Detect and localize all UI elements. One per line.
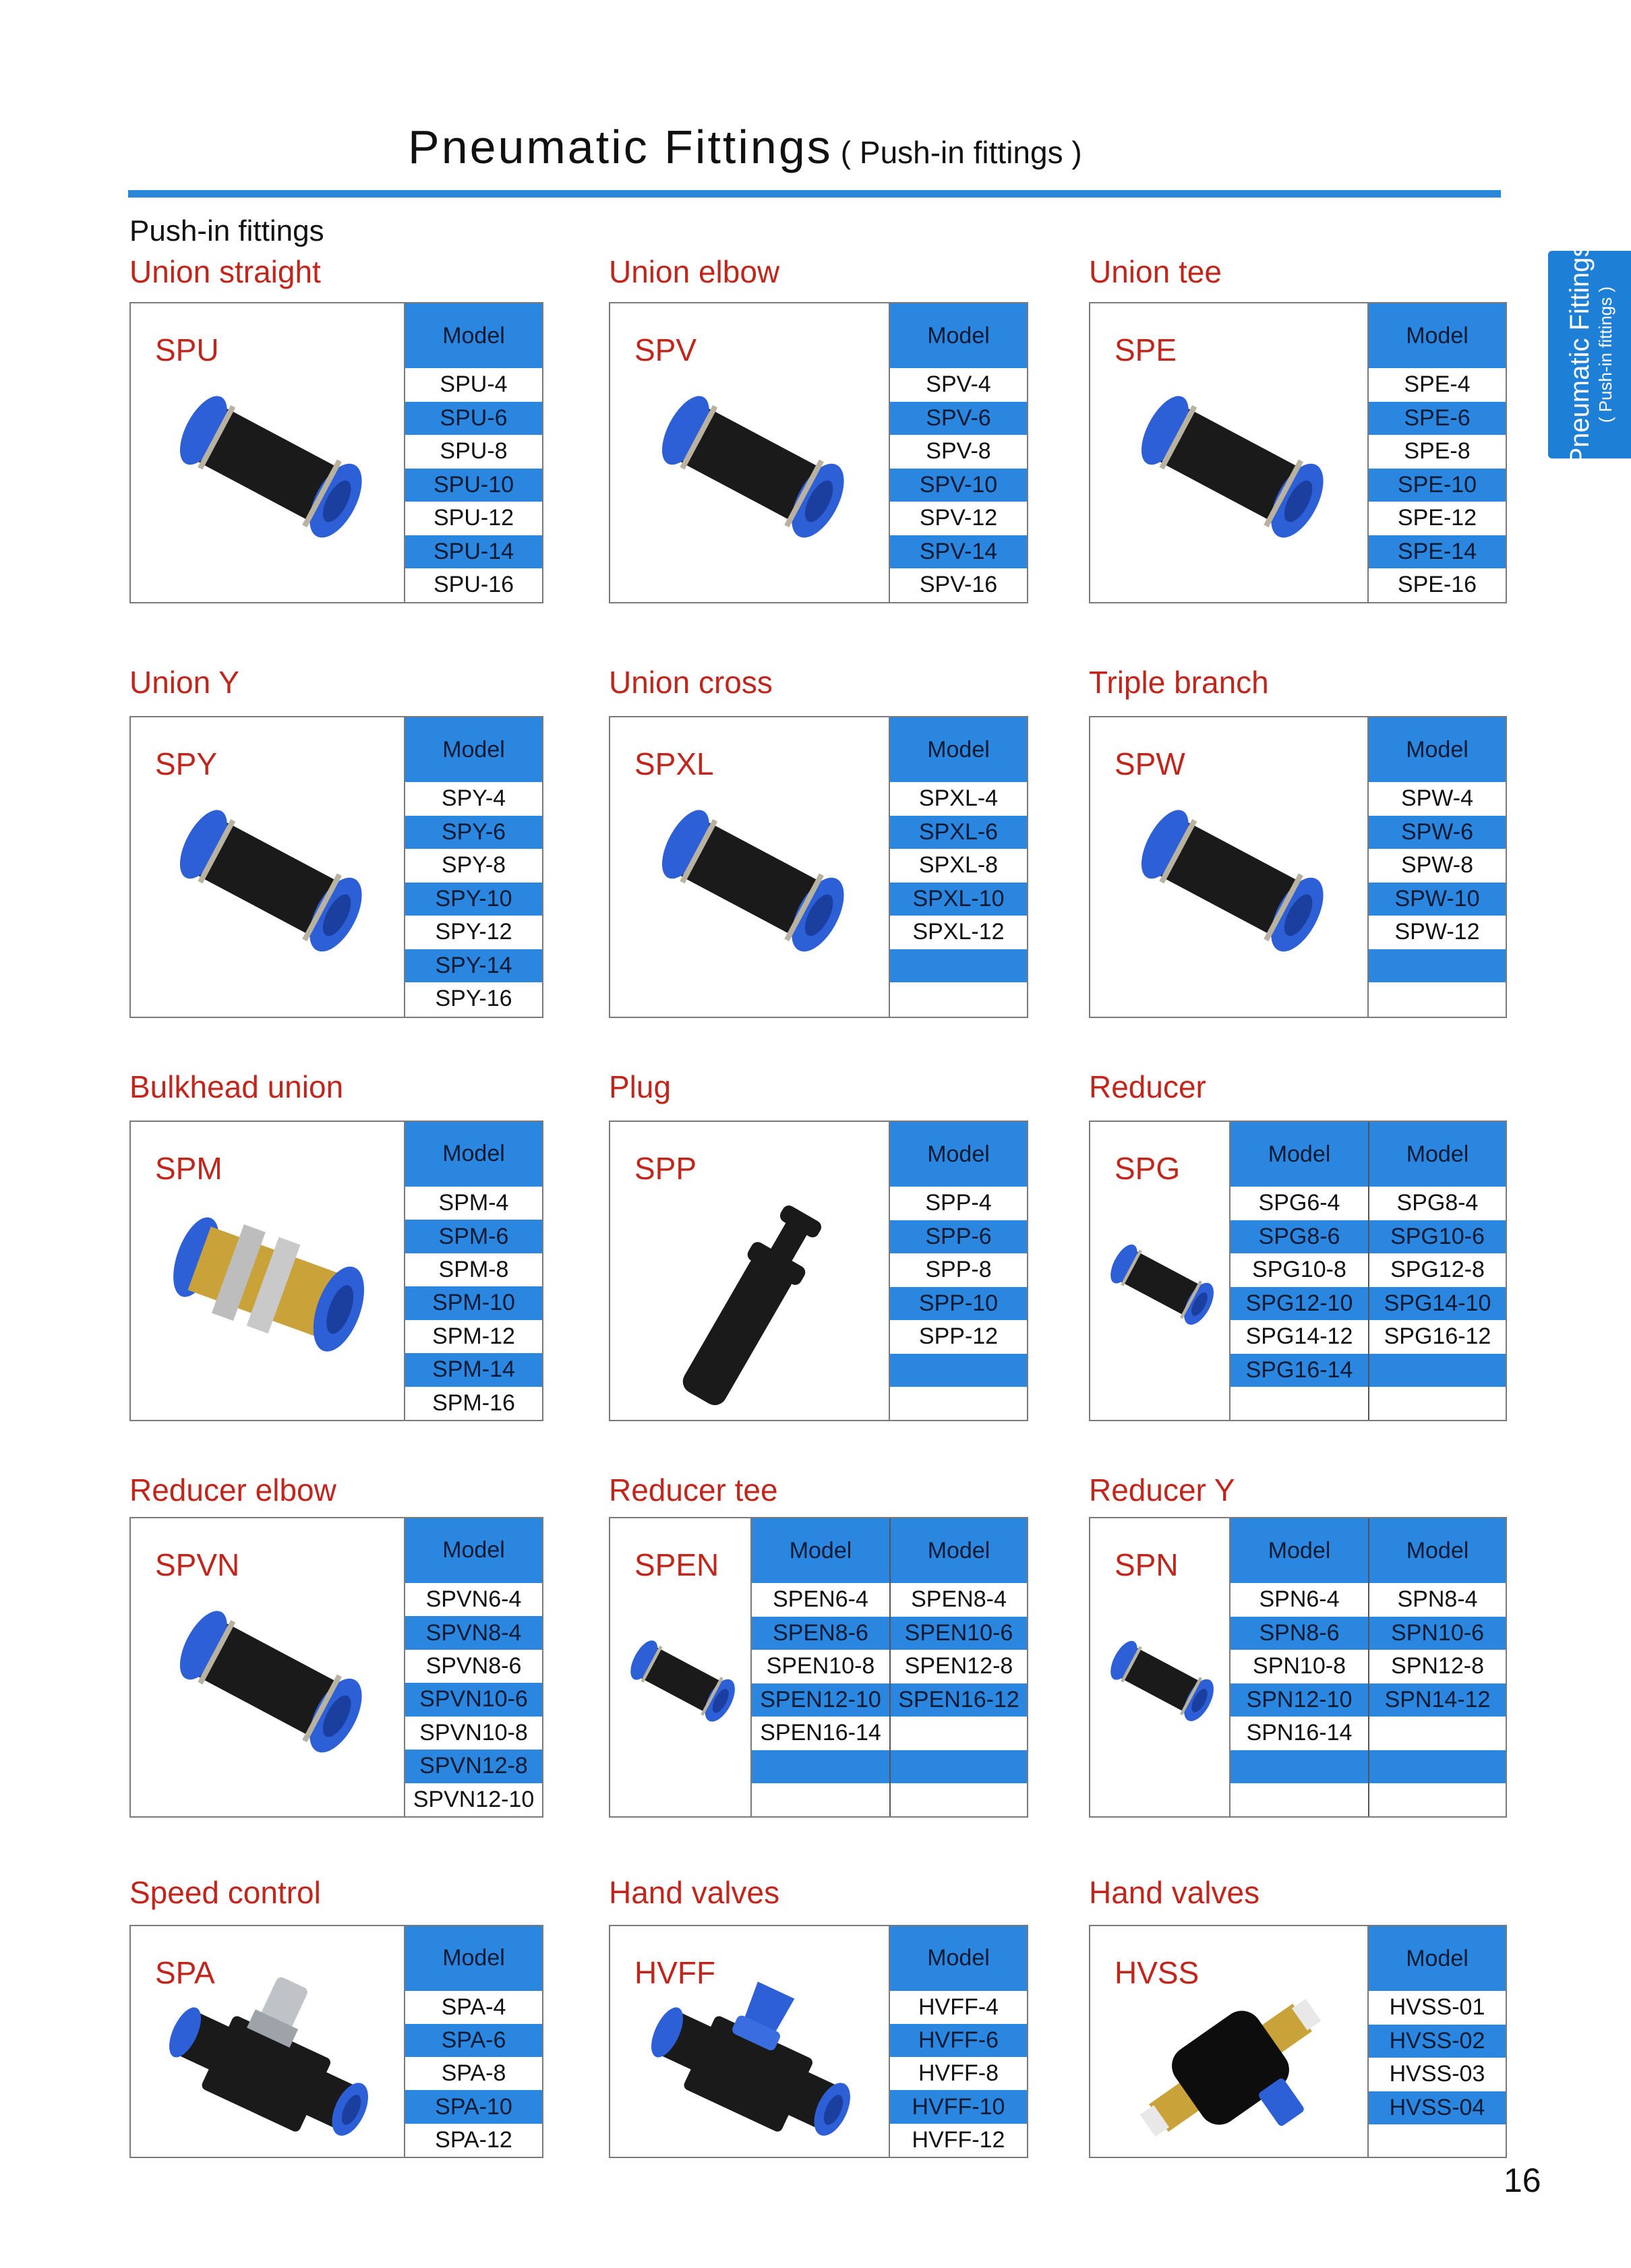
model-cell [1369, 1354, 1506, 1387]
model-cell: SPV-12 [919, 505, 998, 531]
table-empty-space [890, 602, 1027, 603]
product-code: SPE [1115, 332, 1177, 367]
model-cell: SPY-10 [405, 883, 542, 916]
model-cell: SPW-4 [1400, 785, 1474, 812]
product-panel [129, 1517, 543, 1818]
table-empty-space [1369, 602, 1506, 603]
model-cell: SPG8-4 [1396, 1190, 1479, 1216]
model-cell: SPU-4 [440, 371, 508, 398]
model-column-header: Model [405, 1518, 542, 1583]
model-table [404, 717, 542, 1017]
product-panel [129, 1121, 543, 1421]
model-column-header: Model [890, 717, 1027, 782]
product-code: SPU [155, 332, 219, 367]
model-cell [891, 1750, 1027, 1784]
category-label: Hand valves [1089, 1875, 1260, 1910]
model-column-header: Model [1369, 717, 1506, 782]
model-cell: SPG10-6 [1369, 1220, 1506, 1254]
model-table [1367, 1926, 1506, 2157]
product-panel [609, 1925, 1028, 2158]
model-cell: SPM-12 [432, 1323, 515, 1349]
table-empty-space [405, 1016, 542, 1017]
table-empty-space [1369, 1783, 1506, 1816]
product-panel [609, 1517, 1028, 1818]
model-cell: SPM-16 [432, 1390, 515, 1416]
product-code: SPM [155, 1151, 223, 1186]
table-empty-space [891, 1783, 1027, 1816]
product-code: SPN [1115, 1547, 1179, 1582]
model-cell: SPY-6 [405, 816, 542, 849]
model-column-header: Model [890, 1122, 1027, 1187]
hand-valve-hvff-image [624, 1967, 878, 2169]
model-table [404, 1518, 542, 1816]
model-cell: SPV-8 [926, 438, 991, 465]
model-cell: SPY-4 [441, 785, 506, 812]
category-label: Speed control [129, 1875, 321, 1910]
side-tab-title: Pneumatic Fittings [1564, 243, 1595, 466]
table-empty-space [890, 1387, 1027, 1420]
product-code: SPEN [634, 1547, 719, 1582]
model-cell: SPG16-12 [1384, 1323, 1491, 1350]
model-cell: SPV-16 [919, 572, 998, 598]
side-tab-subtitle: ( Push-in fittings ) [1595, 286, 1615, 423]
model-cell: SPXL-12 [912, 919, 1005, 945]
model-cell: SPE-12 [1397, 505, 1477, 531]
table-empty-space [1230, 1387, 1368, 1420]
category-label: Reducer [1089, 1069, 1206, 1104]
model-column-header: Model [1369, 1122, 1506, 1187]
model-table [1367, 303, 1506, 602]
model-cell: SPA-12 [435, 2126, 512, 2153]
model-cell: SPVN6-4 [425, 1586, 522, 1613]
model-cell: SPE-6 [1369, 402, 1506, 436]
page-number: 16 [1504, 2161, 1541, 2199]
model-cell: SPU-16 [433, 572, 514, 598]
model-cell: SPN8-4 [1397, 1586, 1478, 1613]
union-elbow-fitting-image [624, 378, 878, 553]
model-column-header: Model [1230, 1518, 1368, 1583]
model-cell: SPG6-4 [1258, 1190, 1340, 1216]
product-panel [1089, 302, 1507, 603]
product-code: SPG [1115, 1151, 1181, 1186]
model-cell: SPU-8 [440, 438, 508, 465]
model-cell: SPU-12 [433, 505, 514, 531]
header-rule [128, 190, 1501, 198]
product-panel [609, 302, 1028, 603]
model-cell: SPG14-10 [1369, 1287, 1506, 1321]
model-cell: SPN16-14 [1246, 1720, 1353, 1746]
model-cell: SPW-8 [1400, 852, 1474, 878]
product-code: HVSS [1115, 1955, 1199, 1990]
model-column-header: Model [1369, 1926, 1506, 1991]
model-cell: SPV-4 [926, 371, 991, 398]
product-code: SPA [155, 1955, 215, 1990]
model-cell: SPM-10 [405, 1286, 542, 1319]
model-column-header: Model [752, 1518, 889, 1583]
union-straight-fitting-image [144, 378, 393, 553]
model-table [889, 1926, 1027, 2157]
model-cell: SPP-10 [890, 1287, 1027, 1321]
model-cell: SPEN16-14 [760, 1720, 881, 1746]
title-subtitle: ( Push-in fittings ) [840, 135, 1082, 170]
model-column-header: Model [1369, 1518, 1506, 1583]
product-code: SPW [1115, 746, 1185, 781]
side-tab [1548, 243, 1631, 466]
plug-fitting-image [624, 1196, 878, 1419]
model-cell: SPN10-6 [1369, 1617, 1506, 1650]
product-panel [129, 302, 543, 603]
model-column-header: Model [890, 1926, 1027, 1991]
model-cell: SPP-6 [890, 1220, 1027, 1254]
model-cell [1230, 1750, 1368, 1784]
triple-branch-fitting-image [1104, 792, 1357, 967]
table-empty-space [752, 1783, 889, 1816]
model-cell: SPN6-4 [1259, 1586, 1340, 1613]
model-cell [891, 1717, 1027, 1750]
product-panel [609, 716, 1028, 1018]
model-table [889, 717, 1027, 1017]
product-panel [1089, 1517, 1507, 1818]
product-panel [1089, 1121, 1507, 1421]
speed-control-valve-image [144, 1967, 393, 2169]
model-cell: SPEN6-4 [773, 1586, 868, 1613]
product-panel [1089, 1925, 1507, 2158]
model-table [889, 1122, 1027, 1420]
model-cell: SPXL-10 [890, 883, 1027, 916]
model-cell: SPA-10 [405, 2090, 542, 2123]
model-cell [752, 1750, 889, 1784]
union-tee-fitting-image [1104, 378, 1357, 553]
bulkhead-union-fitting-image [144, 1196, 393, 1371]
category-label: Union elbow [609, 254, 780, 289]
product-panel [129, 1925, 543, 2158]
model-cell: SPE-14 [1369, 535, 1506, 569]
table-empty-space [890, 982, 1027, 1017]
category-label: Hand valves [609, 1875, 780, 1910]
model-cell: HVSS-04 [1369, 2091, 1506, 2125]
category-label: Reducer Y [1089, 1472, 1235, 1508]
model-cell: HVFF-4 [918, 1994, 999, 2020]
model-cell: SPV-10 [890, 469, 1027, 502]
reducer-y-fitting-image [1104, 1592, 1218, 1768]
model-cell: HVFF-10 [890, 2090, 1027, 2123]
union-cross-fitting-image [624, 792, 878, 967]
model-cell: SPV-6 [890, 402, 1027, 436]
model-cell: SPG14-12 [1245, 1323, 1353, 1350]
hand-valve-hvss-image [1104, 1967, 1357, 2169]
model-column-header: Model [891, 1518, 1027, 1583]
model-cell: SPXL-8 [918, 852, 999, 878]
model-cell: SPVN12-10 [413, 1786, 535, 1812]
model-table [1229, 1518, 1506, 1816]
table-empty-space [1369, 1387, 1506, 1420]
model-cell: SPM-6 [405, 1220, 542, 1253]
model-cell: SPN10-8 [1253, 1653, 1346, 1679]
model-cell: SPY-16 [435, 986, 512, 1012]
model-cell: HVSS-03 [1389, 2061, 1485, 2087]
model-cell: SPW-10 [1369, 883, 1506, 916]
model-cell: SPEN10-8 [766, 1653, 875, 1679]
model-cell: SPVN12-8 [405, 1750, 542, 1783]
model-cell: SPU-14 [405, 535, 542, 569]
model-column-header: Model [405, 1926, 542, 1991]
model-cell: SPVN10-6 [405, 1683, 542, 1716]
model-column-header: Model [405, 1122, 542, 1187]
model-cell: SPA-4 [441, 1994, 506, 2020]
model-cell: SPXL-4 [918, 785, 999, 812]
table-empty-space [405, 602, 542, 603]
category-label: Plug [609, 1069, 672, 1104]
model-cell: SPG8-6 [1230, 1220, 1368, 1254]
product-code: SPXL [634, 746, 714, 781]
table-empty-space [1369, 982, 1506, 1017]
category-label: Reducer elbow [129, 1472, 336, 1508]
table-empty-space [1369, 2124, 1506, 2157]
model-cell: SPEN12-8 [904, 1653, 1013, 1679]
reducer-fitting-image [1104, 1196, 1218, 1371]
page-title [408, 120, 1082, 174]
model-cell: SPG16-14 [1230, 1354, 1368, 1387]
model-cell: SPP-12 [918, 1323, 999, 1350]
model-cell: SPU-10 [405, 469, 542, 502]
model-cell [1369, 949, 1506, 983]
category-label: Union straight [129, 254, 321, 289]
model-cell: SPXL-6 [890, 816, 1027, 849]
model-cell: SPM-14 [405, 1353, 542, 1386]
model-cell: SPM-8 [438, 1256, 509, 1282]
model-table [889, 303, 1027, 602]
model-cell: SPEN8-4 [911, 1586, 1007, 1613]
model-cell: SPVN10-8 [419, 1719, 528, 1745]
model-column-header: Model [890, 303, 1027, 368]
model-cell: SPN8-6 [1230, 1617, 1368, 1650]
product-panel [1089, 716, 1507, 1018]
category-label: Bulkhead union [129, 1069, 344, 1104]
model-cell: SPVN8-4 [405, 1616, 542, 1649]
model-cell: SPP-4 [925, 1190, 992, 1216]
model-cell: SPEN10-6 [891, 1617, 1027, 1650]
model-cell: HVFF-6 [890, 2024, 1027, 2057]
model-cell: SPY-14 [405, 949, 542, 983]
category-label: Union cross [609, 665, 773, 700]
model-cell: SPEN12-10 [752, 1683, 889, 1717]
union-y-fitting-image [144, 792, 393, 967]
model-table [404, 1122, 542, 1420]
model-cell: SPE-16 [1397, 572, 1477, 598]
model-cell: SPW-12 [1394, 919, 1480, 945]
model-cell: HVFF-12 [912, 2126, 1005, 2153]
model-cell: SPE-10 [1369, 469, 1506, 502]
model-cell: SPW-6 [1369, 816, 1506, 849]
category-label: Union tee [1089, 254, 1222, 289]
model-table [1229, 1122, 1506, 1420]
model-cell: SPEN8-6 [752, 1617, 889, 1650]
category-label: Triple branch [1089, 665, 1269, 700]
model-column-header: Model [1369, 303, 1506, 368]
model-cell: SPE-8 [1404, 438, 1471, 465]
category-label: Reducer tee [609, 1472, 778, 1508]
model-cell [1369, 1717, 1506, 1750]
model-cell: SPA-6 [405, 2024, 542, 2057]
model-cell: HVSS-01 [1389, 1994, 1485, 2021]
model-cell: SPG12-10 [1230, 1287, 1368, 1321]
product-code: SPY [155, 746, 218, 781]
model-cell: SPG12-8 [1390, 1257, 1485, 1283]
model-cell [890, 1354, 1027, 1387]
title-text: Pneumatic Fittings [408, 121, 833, 173]
model-cell [1369, 1750, 1506, 1784]
model-column-header: Model [405, 303, 542, 368]
model-cell: SPG10-8 [1252, 1257, 1346, 1283]
section-heading: Push-in fittings [129, 214, 324, 247]
model-cell [890, 949, 1027, 983]
product-panel [609, 1121, 1028, 1421]
reducer-elbow-fitting-image [144, 1592, 393, 1768]
model-cell: SPE-4 [1404, 371, 1471, 398]
model-cell: SPA-8 [441, 2060, 506, 2087]
reducer-tee-fitting-image [624, 1592, 740, 1768]
category-label: Union Y [129, 665, 239, 700]
model-cell: HVSS-02 [1369, 2025, 1506, 2058]
product-code: SPVN [155, 1547, 240, 1582]
table-empty-space [1230, 1783, 1368, 1816]
product-code: SPP [634, 1151, 697, 1186]
model-cell: SPM-4 [438, 1190, 509, 1216]
model-cell: SPV-14 [890, 535, 1027, 569]
model-cell: HVFF-8 [918, 2060, 999, 2087]
model-cell: SPVN8-6 [425, 1652, 522, 1679]
model-cell: SPP-8 [925, 1257, 992, 1283]
model-cell: SPEN16-12 [891, 1683, 1027, 1717]
model-cell: SPY-8 [441, 852, 506, 878]
product-panel [129, 716, 543, 1018]
model-table [1367, 717, 1506, 1017]
model-cell: SPN12-10 [1230, 1683, 1368, 1717]
model-cell: SPN14-12 [1369, 1683, 1506, 1717]
model-table [404, 303, 542, 602]
model-cell: SPN12-8 [1391, 1653, 1484, 1679]
model-table [750, 1518, 1027, 1816]
model-table [404, 1926, 542, 2157]
product-code: HVFF [634, 1955, 716, 1990]
model-cell: SPU-6 [405, 402, 542, 436]
model-column-header: Model [1230, 1122, 1368, 1187]
model-cell: SPY-12 [435, 919, 512, 945]
model-column-header: Model [405, 717, 542, 782]
product-code: SPV [634, 332, 697, 367]
